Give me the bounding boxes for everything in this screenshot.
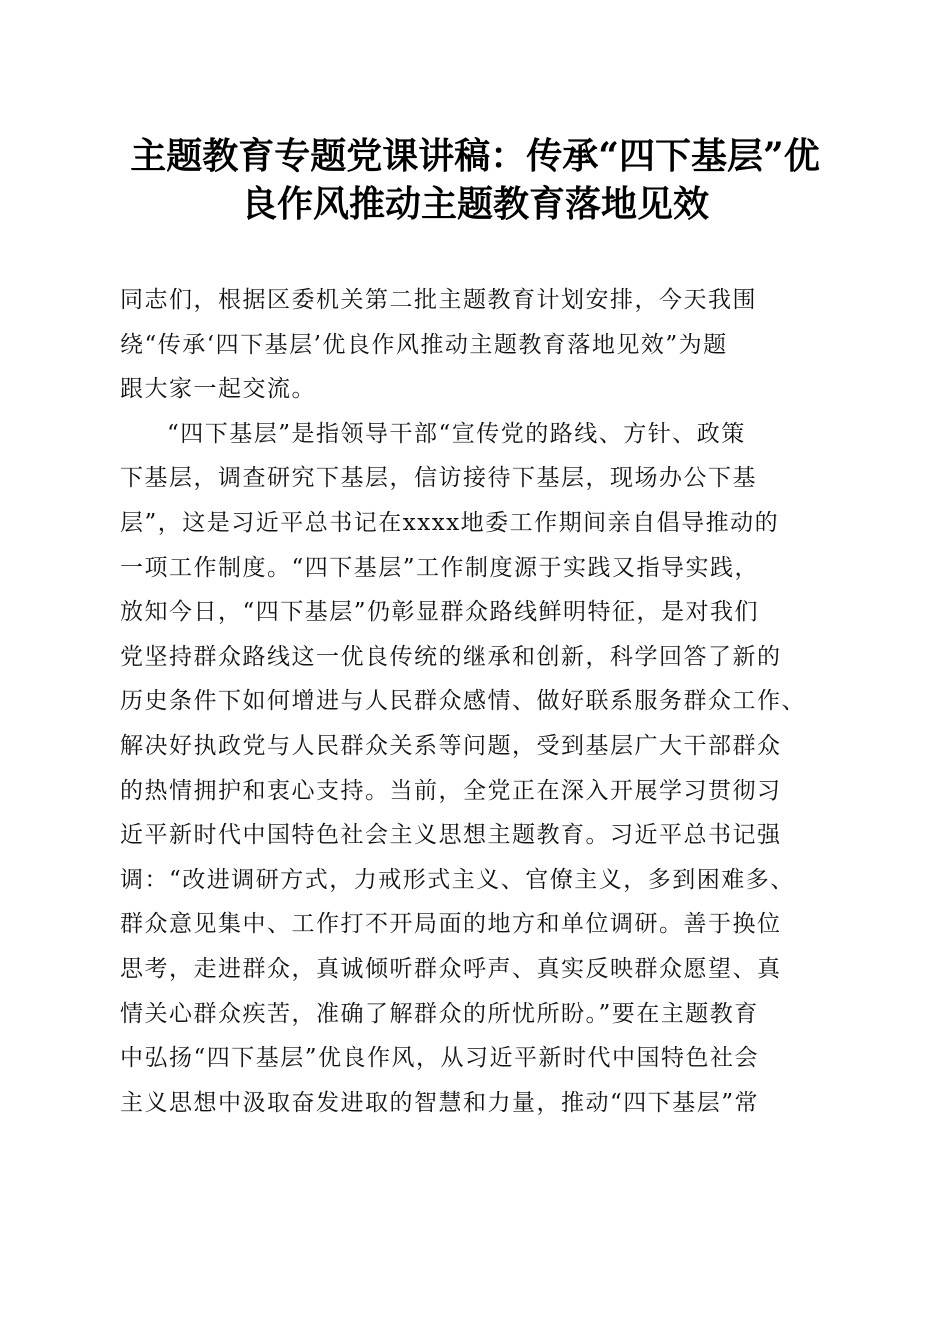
document-title [110,132,840,228]
text-line: 历史条件下如何增进与人民群众感情、做好联系服务群众工作、 [120,688,806,715]
text-line: 一项工作制度。“四下基层”工作制度源于实践又指导实践， [120,554,760,581]
text-line: “四下基层”是指领导干部“宣传党的路线、方针、政策 [167,420,746,447]
text-line: 调：“改进调研方式，力戒形式主义、官僚主义，多到困难多、 [120,866,795,893]
text-line: 绕“传承‘四下基层’优良作风推动主题教育落地见效”为题 [120,331,728,358]
document-body [120,278,830,1125]
text-line: 群众意见集中、工作打不开局面的地方和单位调研。善于换位 [120,911,782,938]
paragraph-opening [120,278,830,412]
text-line: 层”，这是习近平总书记在xxxx地委工作期间亲自倡导推动的 [120,509,780,536]
title-line: 主题教育专题党课讲稿：传承“四下基层”优 [130,135,820,177]
text-line: 跟大家一起交流。 [120,376,316,403]
text-line: 党坚持群众路线这一优良传统的继承和创新，科学回答了新的 [120,643,782,670]
text-line: 思考，走进群众，真诚倾听群众呼声、真实反映群众愿望、真 [120,955,782,982]
text-line: 的热情拥护和衷心支持。当前，全党正在深入开展学习贯彻习 [120,777,782,804]
text-line: 放知今日，“四下基层”仍彰显群众路线鲜明特征，是对我们 [120,599,760,626]
text-line: 中弘扬“四下基层”优良作风，从习近平新时代中国特色社会 [120,1045,760,1072]
title-line: 良作风推动主题教育落地见效 [240,183,709,225]
paragraph-sixia-jiceng [120,412,830,1126]
text-line: 同志们，根据区委机关第二批主题教育计划安排，今天我围 [120,287,757,313]
text-line: 近平新时代中国特色社会主义思想主题教育。习近平总书记强 [120,822,782,849]
text-line: 主义思想中汲取奋发进取的智慧和力量，推动“四下基层”常 [120,1089,760,1116]
text-line: 情关心群众疾苦，准确了解群众的所忧所盼。”要在主题教育 [120,1000,759,1027]
text-line: 下基层，调查研究下基层，信访接待下基层，现场办公下基 [120,465,757,492]
text-line: 解决好执政党与人民群众关系等问题，受到基层广大干部群众 [120,732,782,759]
